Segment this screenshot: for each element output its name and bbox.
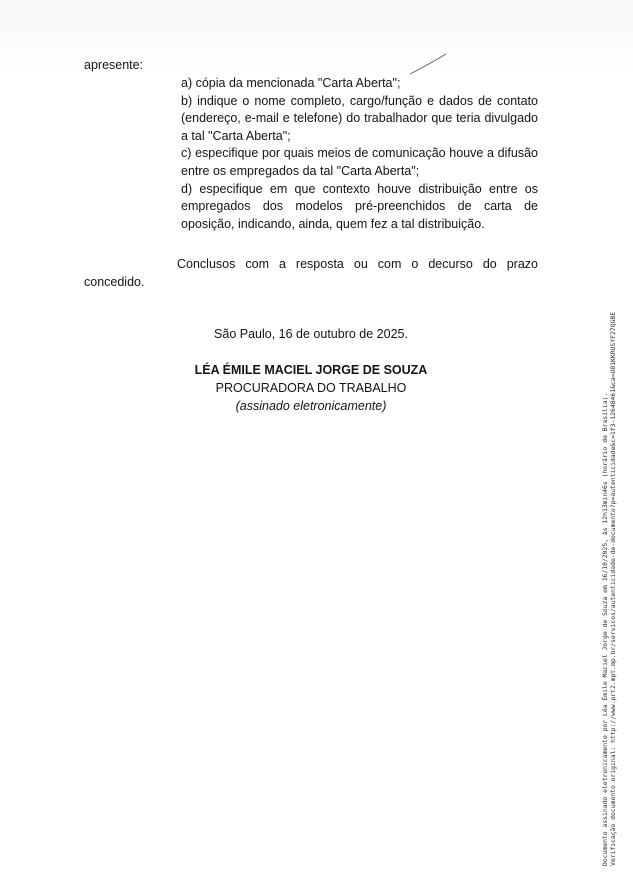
electronic-signature-note: [601, 312, 617, 866]
place-date: São Paulo, 16 de outubro de 2025.: [214, 327, 408, 341]
item-a: a) cópia da mencionada "Carta Aberta";: [181, 76, 401, 90]
item-c: c) especifique por quais meios de comunicação houve a difusão entre os empregados da tal "Carta Aberta";: [181, 146, 538, 178]
item-d: d) especifique em que contexto houve distribuição entre os empregados dos modelos pré-preenchidos de carta de oposição, indicando, ainda, quem fez a tal distribuição.: [181, 181, 538, 231]
signatory-name: LÉA ÉMILE MACIEL JORGE DE SOUZA: [194, 363, 428, 377]
signature-note: (assinado eletronicamente): [235, 399, 387, 413]
request-items: [181, 75, 538, 233]
signatory-role: PROCURADORA DO TRABALHO: [215, 381, 407, 395]
item-b: b) indique o nome completo, cargo/função e dados de contato (endereço, e-mail e telefone) do trabalhador que teria divulgado a tal "Carta Aberta";: [181, 93, 538, 143]
pen-mark: [408, 48, 468, 78]
margin-note-line-1: Documento assinado eletronicamente por Léa Émile Maciel Jorge de Souza em 16/10/2025, às 12h13min46s (horário de Brasília).: [601, 392, 609, 866]
conclusion-paragraph: Conclusos com a resposta ou com o decurso do prazo concedido.: [84, 257, 538, 289]
intro-text: apresente:: [84, 58, 144, 72]
margin-note-line-2: Verificação documento original: http://www.prt2.mpt.mp.br/servicos/autenticidade-de-documento?p=autenticidade&c=1f3-12648461&ca=U81KKRUSYF27QGBE: [609, 311, 618, 866]
